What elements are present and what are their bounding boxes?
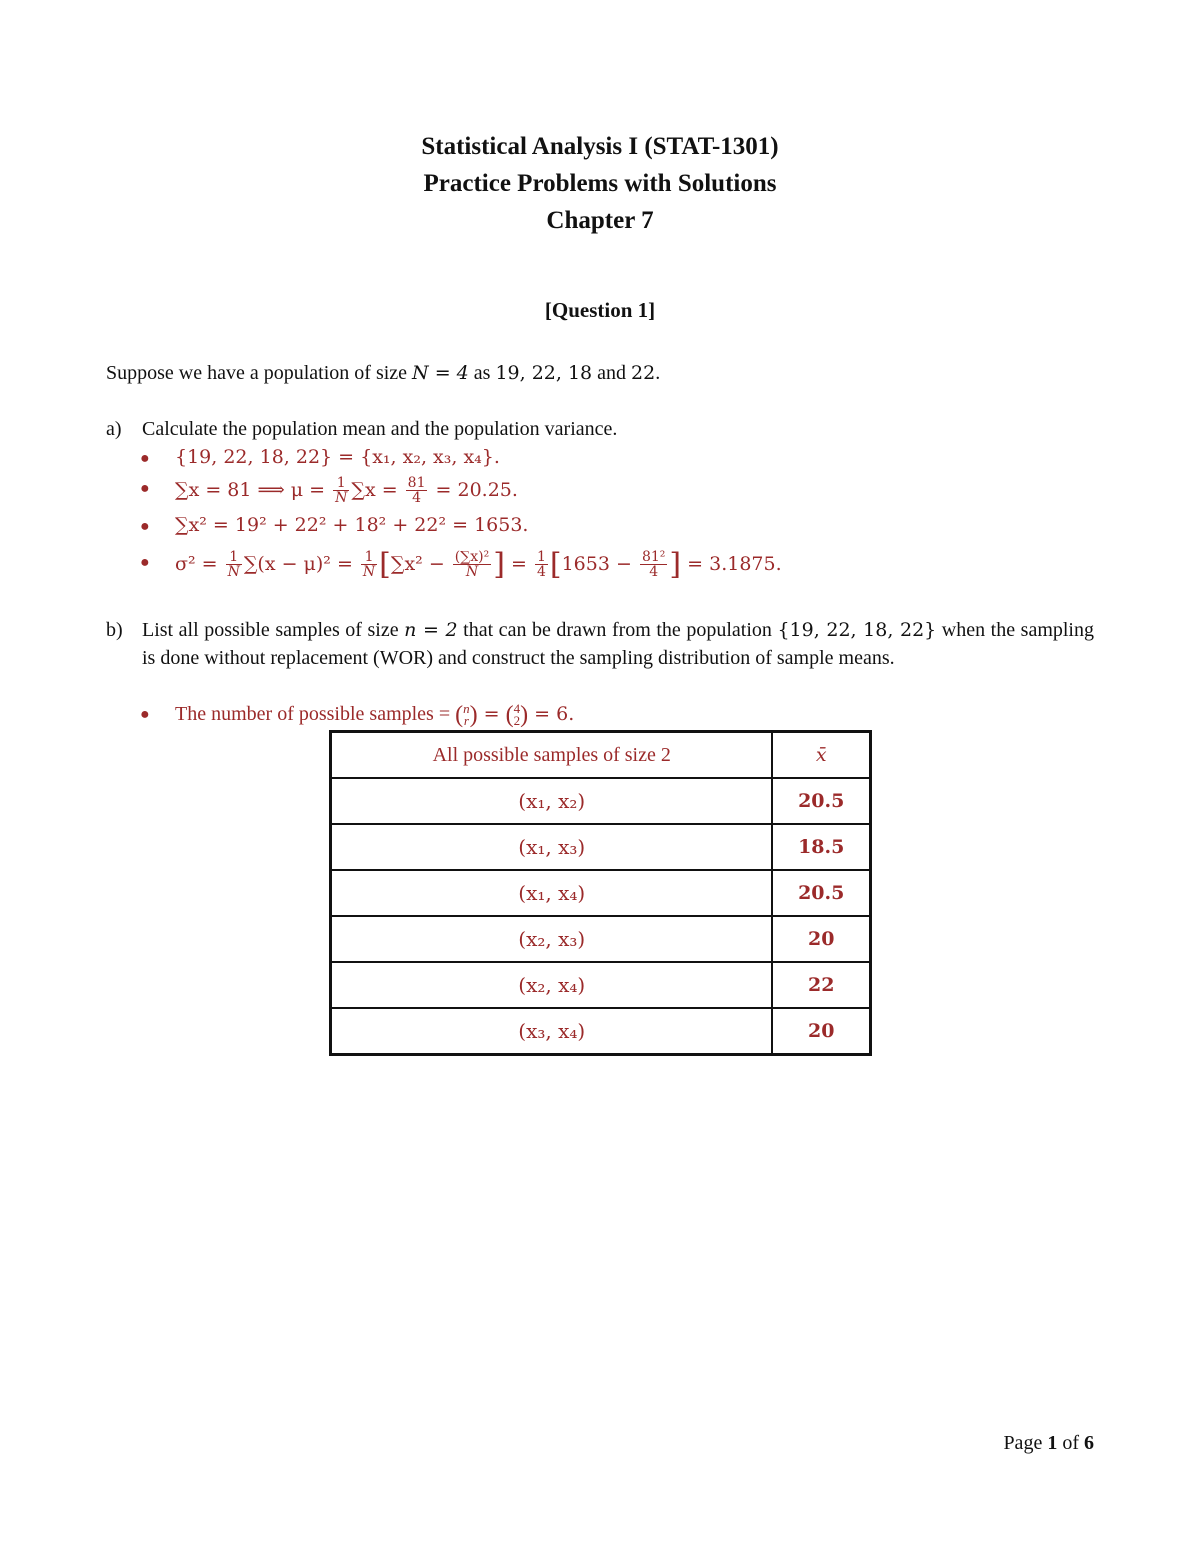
document-header: [0, 128, 1200, 239]
solution-bullet-5: ● The number of possible samples = ( n r ) = ( 4 2 ) = 6.: [140, 701, 575, 729]
mean-cell: 18.5: [772, 824, 870, 870]
question-heading: [Question 1]: [544, 298, 656, 322]
table-header-row: [331, 732, 871, 779]
solution-bullet-2: ● ∑x = 81 ⟹ μ = $\frac{1}{N}$ ∑x = $\frac{81}{4}$ = 20.25.: [140, 475, 518, 506]
mean-cell: 20.5: [772, 870, 870, 916]
solution-bullet-1: ● {19, 22, 18, 22} = {x₁, x₂, x₃, x₄}.: [140, 446, 500, 468]
binomial-n-r: n r: [463, 701, 470, 729]
bullet-icon: ●: [140, 450, 150, 467]
mean-cell: 20: [772, 1008, 870, 1055]
part-b: [106, 616, 1094, 672]
course-title: Statistical Analysis I (STAT-1301): [421, 133, 779, 160]
sample-cell: (x₂, x₄): [331, 962, 773, 1008]
table-row: [331, 962, 871, 1008]
header-samples: All possible samples of size 2: [331, 732, 773, 779]
table-row: [331, 870, 871, 916]
population-values: 19, 22, 18: [495, 362, 593, 384]
sample-cell: (x₃, x₄): [331, 1008, 773, 1055]
bullet-icon: ●: [140, 554, 150, 571]
solution-bullet-3: ● ∑x² = 19² + 22² + 18² + 22² = 1653.: [140, 514, 529, 536]
mean-cell: 22: [772, 962, 870, 1008]
page-number: Page 1 of 6: [1003, 1432, 1094, 1454]
bullet-icon: ●: [140, 706, 150, 723]
sample-cell: (x₁, x₄): [331, 870, 773, 916]
document-subtitle: Practice Problems with Solutions: [423, 170, 777, 197]
part-a-label: a): [106, 418, 122, 440]
sample-cell: (x₁, x₃): [331, 824, 773, 870]
sampling-table: [329, 730, 872, 1056]
table-row: [331, 778, 871, 824]
bullet-icon: ●: [140, 480, 150, 497]
binomial-4-2: 4 2: [513, 701, 521, 729]
table-row: [331, 916, 871, 962]
table-row: [331, 824, 871, 870]
table-row: [331, 1008, 871, 1055]
fraction-81-over-4: $\frac{81}{4}$: [407, 475, 426, 506]
solution-bullet-4: ● σ² = $\frac{1}{N}$ ∑(x − μ)² = $\frac{1}{N}$ [∑x² − $\frac{\text{(∑x)²}}{N}$ ] = $\frac{1}{4}$ [1653 − $\frac{\text{81²}}{4}$ ] = 3.1875.: [140, 546, 782, 582]
part-a: [106, 418, 1096, 441]
population-size: N = 4: [412, 362, 469, 384]
sample-cell: (x₂, x₃): [331, 916, 773, 962]
fraction-1-over-N: $\frac{1}{N}$: [335, 475, 348, 506]
header-sample-mean: x̄: [772, 732, 870, 779]
part-b-text: List all possible samples of size n = 2 that can be drawn from the population {19, 22, 18, 22} when the sampling is done without replacement (WOR) and construct the sampling distribution of sample means.: [142, 619, 1094, 669]
chapter-title: Chapter 7: [546, 207, 654, 234]
mean-cell: 20.5: [772, 778, 870, 824]
part-b-label: b): [106, 619, 123, 641]
question-intro: Suppose we have a population of size N = 4 as 19, 22, 18 and 22.: [106, 362, 661, 384]
sample-cell: (x₁, x₂): [331, 778, 773, 824]
mean-cell: 20: [772, 916, 870, 962]
part-a-text: Calculate the population mean and the population variance.: [142, 418, 618, 440]
bullet-icon: ●: [140, 518, 150, 535]
